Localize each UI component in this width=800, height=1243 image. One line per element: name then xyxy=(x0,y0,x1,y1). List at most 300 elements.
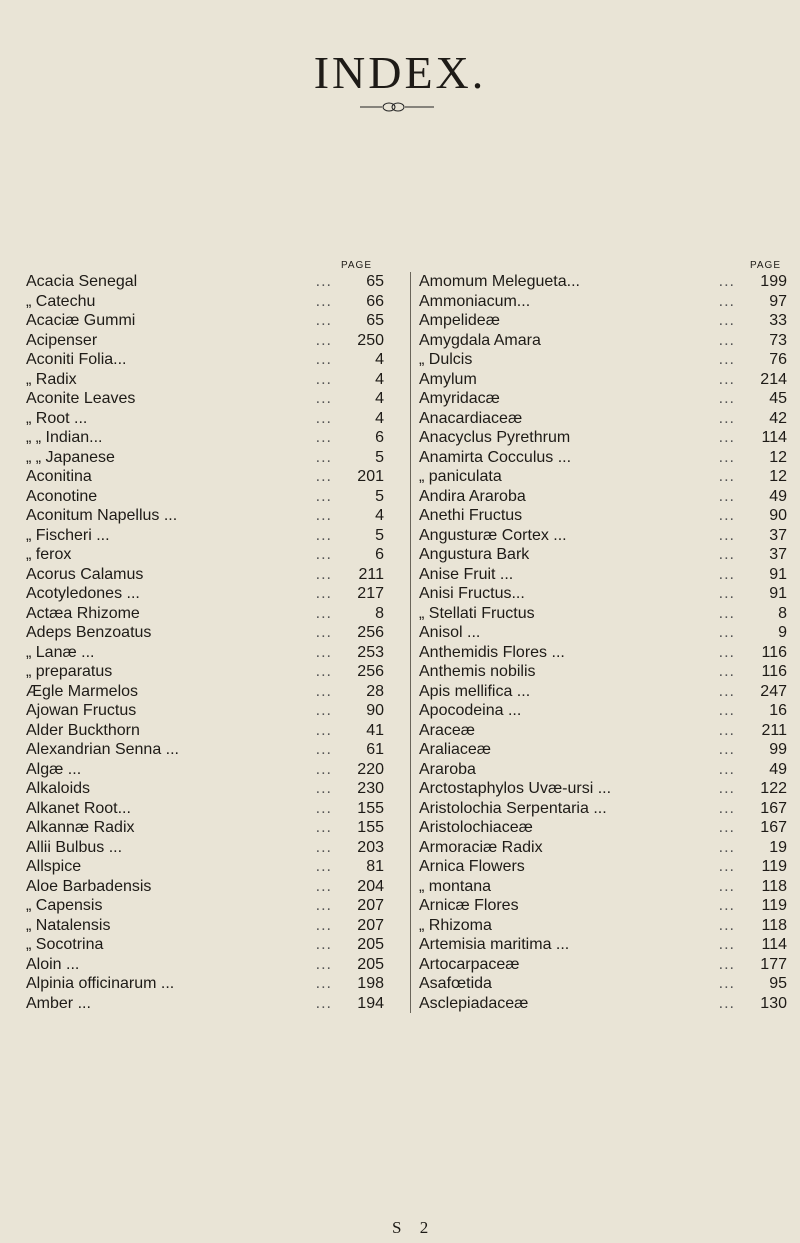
leader-dots: ... xyxy=(718,370,735,388)
index-entry xyxy=(26,370,396,390)
entry-name: „ Dulcis xyxy=(419,351,473,368)
index-entry xyxy=(419,506,799,526)
leader-dots: ... xyxy=(315,331,332,349)
index-entry xyxy=(419,857,799,877)
leader-dots: ... xyxy=(315,994,332,1012)
entry-name: Anacyclus Pyrethrum xyxy=(419,429,571,446)
index-entry xyxy=(26,974,396,994)
entry-page: 65 xyxy=(366,273,384,290)
leader-dots: ... xyxy=(315,721,332,739)
entry-name: Aconite Leaves xyxy=(26,390,136,407)
index-entry xyxy=(419,311,799,331)
entry-page: 28 xyxy=(366,682,384,700)
entry-page: 76 xyxy=(769,351,787,368)
leader-dots: ... xyxy=(718,838,735,856)
leader-dots: ... xyxy=(718,585,735,602)
entry-page: 97 xyxy=(769,292,787,310)
index-entry xyxy=(26,389,396,409)
index-entry xyxy=(26,760,396,780)
entry-page: 204 xyxy=(357,877,384,895)
leader-dots: ... xyxy=(315,799,332,817)
entry-name: „ Stellati Fructus xyxy=(419,604,535,622)
entry-name: Ægle Marmelos xyxy=(26,682,139,700)
entry-name: Artocarpaceæ xyxy=(419,955,520,973)
entry-name: Alkanet Root... xyxy=(26,799,131,817)
leader-dots: ... xyxy=(718,331,735,349)
leader-dots: ... xyxy=(315,741,332,758)
entry-name: Anthemidis Flores ... xyxy=(419,643,565,661)
entry-page: 65 xyxy=(366,312,384,329)
entry-name: Ammoniacum... xyxy=(419,292,531,310)
leader-dots: ... xyxy=(718,507,735,524)
index-entry xyxy=(26,935,396,955)
leader-dots: ... xyxy=(718,936,735,953)
leader-dots: ... xyxy=(315,877,332,895)
leader-dots: ... xyxy=(718,994,735,1012)
entry-page: 155 xyxy=(357,819,384,836)
leader-dots: ... xyxy=(315,565,332,583)
entry-name: Aloe Barbadensis xyxy=(26,877,152,895)
entry-page: 199 xyxy=(760,273,787,290)
entry-name: Allii Bulbus ... xyxy=(26,838,123,856)
entry-name: Alpinia officinarum ... xyxy=(26,975,175,992)
entry-page: 118 xyxy=(761,916,787,934)
leader-dots: ... xyxy=(315,526,332,544)
index-entry xyxy=(26,292,396,312)
index-entry xyxy=(26,994,396,1014)
leader-dots: ... xyxy=(718,897,735,914)
index-entry xyxy=(419,701,799,721)
entry-page: 6 xyxy=(375,429,384,446)
entry-page: 73 xyxy=(769,331,787,349)
entry-page: 119 xyxy=(761,858,787,875)
entry-page: 45 xyxy=(769,390,787,407)
index-entry xyxy=(26,428,396,448)
entry-page: 4 xyxy=(375,351,384,368)
index-entry xyxy=(26,623,396,643)
index-entry xyxy=(26,896,396,916)
entry-name: „ Rhizoma xyxy=(419,916,492,934)
leader-dots: ... xyxy=(315,273,332,290)
index-entry xyxy=(419,370,799,390)
leader-dots: ... xyxy=(718,643,735,661)
right-column xyxy=(410,260,799,1013)
entry-name: Aconitina xyxy=(26,468,92,485)
index-entry xyxy=(419,389,799,409)
leader-dots: ... xyxy=(315,487,332,505)
entry-name: „ Capensis xyxy=(26,897,103,914)
entry-page: 230 xyxy=(357,780,384,797)
entry-name: Anise Fruit ... xyxy=(419,565,514,583)
entry-name: „ „ Indian... xyxy=(26,429,103,446)
index-entry xyxy=(26,311,396,331)
entry-name: Anethi Fructus xyxy=(419,507,523,524)
leader-dots: ... xyxy=(718,312,735,329)
entry-page: 91 xyxy=(769,585,787,602)
index-entry xyxy=(26,779,396,799)
index-entry xyxy=(26,584,396,604)
index-entry xyxy=(419,896,799,916)
entry-page: 217 xyxy=(357,585,384,602)
index-entry xyxy=(26,545,396,565)
entry-page: 91 xyxy=(769,565,787,583)
entry-page: 118 xyxy=(761,877,787,895)
entry-page: 201 xyxy=(357,468,384,485)
entry-page: 33 xyxy=(769,312,787,329)
leader-dots: ... xyxy=(315,546,332,563)
ornament-divider xyxy=(360,101,434,113)
leader-dots: ... xyxy=(315,897,332,914)
entry-name: Aconiti Folia... xyxy=(26,351,127,368)
entry-name: Arnicæ Flores xyxy=(419,897,519,914)
index-entry xyxy=(419,838,799,858)
index-entry xyxy=(26,877,396,897)
leader-dots: ... xyxy=(315,643,332,661)
index-entry xyxy=(419,779,799,799)
entry-name: Arctostaphylos Uvæ-ursi ... xyxy=(419,780,612,797)
entry-name: Artemisia maritima ... xyxy=(419,936,570,953)
leader-dots: ... xyxy=(718,565,735,583)
entry-page: 12 xyxy=(769,468,787,485)
entry-page: 90 xyxy=(769,507,787,524)
entry-name: Amber ... xyxy=(26,994,91,1012)
index-entry xyxy=(419,292,799,312)
entry-name: Angustura Bark xyxy=(419,546,530,563)
index-entry xyxy=(419,428,799,448)
leader-dots: ... xyxy=(718,877,735,895)
entry-name: Aloin ... xyxy=(26,955,80,973)
entry-name: Acaciæ Gummi xyxy=(26,312,136,329)
entry-name: Adeps Benzoatus xyxy=(26,624,152,641)
entry-page: 177 xyxy=(760,955,787,973)
index-entry xyxy=(419,565,799,585)
entry-page: 114 xyxy=(761,429,787,446)
entry-name: Alkaloids xyxy=(26,780,91,797)
index-entry xyxy=(419,760,799,780)
index-entry xyxy=(26,604,396,624)
leader-dots: ... xyxy=(718,429,735,446)
entry-page: 49 xyxy=(769,487,787,505)
index-entry xyxy=(26,506,396,526)
entry-page: 99 xyxy=(769,741,787,758)
index-entry xyxy=(419,799,799,819)
entry-page: 194 xyxy=(357,994,384,1012)
entry-name: Aristolochiaceæ xyxy=(419,819,533,836)
entry-name: „ Natalensis xyxy=(26,916,111,934)
leader-dots: ... xyxy=(315,312,332,329)
entry-name: Araroba xyxy=(419,760,476,778)
leader-dots: ... xyxy=(315,624,332,641)
entry-name: Amyridacæ xyxy=(419,390,500,407)
leader-dots: ... xyxy=(315,292,332,310)
leader-dots: ... xyxy=(718,741,735,758)
index-entry xyxy=(26,526,396,546)
leader-dots: ... xyxy=(315,916,332,934)
left-column xyxy=(26,260,396,1013)
entry-name: „ preparatus xyxy=(26,663,113,680)
entry-name: Alexandrian Senna ... xyxy=(26,741,179,758)
entry-page: 8 xyxy=(375,604,384,622)
entry-page: 61 xyxy=(366,741,384,758)
entry-name: „ „ Japanese xyxy=(26,448,115,466)
entry-page: 256 xyxy=(357,663,384,680)
entry-name: Allspice xyxy=(26,858,82,875)
entry-page: 12 xyxy=(769,448,787,466)
index-entry xyxy=(26,643,396,663)
entry-page: 130 xyxy=(760,994,787,1012)
index-entry xyxy=(26,955,396,975)
leader-dots: ... xyxy=(315,507,332,524)
leader-dots: ... xyxy=(718,858,735,875)
entry-name: Ajowan Fructus xyxy=(26,702,137,719)
leader-dots: ... xyxy=(718,799,735,817)
entry-page: 207 xyxy=(357,897,384,914)
leader-dots: ... xyxy=(315,955,332,973)
entry-page: 6 xyxy=(375,546,384,563)
index-entry xyxy=(26,857,396,877)
leader-dots: ... xyxy=(315,429,332,446)
entry-page: 198 xyxy=(357,975,384,992)
index-entry xyxy=(419,994,799,1014)
index-entry xyxy=(419,955,799,975)
entry-page: 256 xyxy=(357,624,384,641)
entry-name: Amylum xyxy=(419,370,477,388)
entry-name: Armoraciæ Radix xyxy=(419,838,543,856)
entry-name: „ Lanæ ... xyxy=(26,643,95,661)
leader-dots: ... xyxy=(315,351,332,368)
leader-dots: ... xyxy=(718,468,735,485)
index-entry xyxy=(26,740,396,760)
entry-name: Arnica Flowers xyxy=(419,858,525,875)
entry-name: Aristolochia Serpentaria ... xyxy=(419,799,607,817)
index-entry xyxy=(419,272,799,292)
index-entry xyxy=(419,662,799,682)
index-entry xyxy=(26,487,396,507)
entry-name: Apis mellifica ... xyxy=(419,682,531,700)
entry-page: 214 xyxy=(760,370,787,388)
entry-page: 19 xyxy=(769,838,787,856)
index-entry xyxy=(26,272,396,292)
leader-dots: ... xyxy=(718,604,735,622)
leader-dots: ... xyxy=(315,975,332,992)
entry-page: 167 xyxy=(760,819,787,836)
leader-dots: ... xyxy=(718,448,735,466)
entry-name: „ Fischeri ... xyxy=(26,526,110,544)
index-entry xyxy=(419,604,799,624)
entry-name: Acorus Calamus xyxy=(26,565,144,583)
leader-dots: ... xyxy=(315,936,332,953)
leader-dots: ... xyxy=(718,780,735,797)
index-entry xyxy=(26,721,396,741)
entry-name: Angusturæ Cortex ... xyxy=(419,526,567,544)
index-entry xyxy=(419,467,799,487)
entry-page: 81 xyxy=(366,858,384,875)
entry-name: Alder Buckthorn xyxy=(26,721,140,739)
entry-page: 119 xyxy=(761,897,787,914)
index-entry xyxy=(419,643,799,663)
entry-name: „ Radix xyxy=(26,370,77,388)
leader-dots: ... xyxy=(315,760,332,778)
entry-name: Ampelideæ xyxy=(419,312,500,329)
entry-name: Acacia Senegal xyxy=(26,273,138,290)
signature-mark: S 2 xyxy=(392,1218,429,1237)
leader-dots: ... xyxy=(315,468,332,485)
entry-page: 250 xyxy=(357,331,384,349)
index-entry xyxy=(419,526,799,546)
entry-page: 41 xyxy=(366,721,384,739)
leader-dots: ... xyxy=(315,858,332,875)
leader-dots: ... xyxy=(315,448,332,466)
index-entry xyxy=(419,721,799,741)
index-entry xyxy=(419,916,799,936)
entry-page: 207 xyxy=(357,916,384,934)
entry-page: 37 xyxy=(769,546,787,563)
entry-name: Asafœtida xyxy=(419,975,492,992)
entry-page: 205 xyxy=(357,936,384,953)
entry-page: 5 xyxy=(375,487,384,505)
leader-dots: ... xyxy=(315,780,332,797)
entry-page: 8 xyxy=(778,604,787,622)
index-entry xyxy=(26,565,396,585)
index-entry xyxy=(419,974,799,994)
index-entry xyxy=(26,818,396,838)
index-entry xyxy=(26,916,396,936)
entry-page: 155 xyxy=(357,799,384,817)
index-entry xyxy=(419,545,799,565)
entry-name: Anisi Fructus... xyxy=(419,585,525,602)
entry-name: Algæ ... xyxy=(26,760,82,778)
index-entry xyxy=(419,740,799,760)
index-entry xyxy=(26,409,396,429)
index-entry xyxy=(26,799,396,819)
leader-dots: ... xyxy=(718,760,735,778)
entry-name: Amygdala Amara xyxy=(419,331,541,349)
entry-page: 42 xyxy=(769,409,787,427)
leader-dots: ... xyxy=(315,390,332,407)
leader-dots: ... xyxy=(718,819,735,836)
index-entry xyxy=(419,584,799,604)
leader-dots: ... xyxy=(718,916,735,934)
leader-dots: ... xyxy=(315,409,332,427)
leader-dots: ... xyxy=(718,721,735,739)
leader-dots: ... xyxy=(718,546,735,563)
index-entry xyxy=(419,331,799,351)
index-entry xyxy=(419,682,799,702)
entry-name: Anisol ... xyxy=(419,624,481,641)
index-entry xyxy=(419,487,799,507)
index-entry xyxy=(26,350,396,370)
entry-page: 211 xyxy=(761,721,787,739)
entry-name: Amomum Melegueta... xyxy=(419,273,580,290)
entry-name: Apocodeina ... xyxy=(419,702,522,719)
leader-dots: ... xyxy=(718,975,735,992)
leader-dots: ... xyxy=(315,838,332,856)
leader-dots: ... xyxy=(718,663,735,680)
entry-name: „ Catechu xyxy=(26,292,96,310)
entry-name: „ paniculata xyxy=(419,468,502,485)
index-entry xyxy=(419,935,799,955)
entry-page: 9 xyxy=(778,624,787,641)
leader-dots: ... xyxy=(315,663,332,680)
entry-name: Andira Araroba xyxy=(419,487,526,505)
entry-page: 4 xyxy=(375,370,384,388)
entry-page: 66 xyxy=(366,292,384,310)
index-entry xyxy=(26,701,396,721)
entry-page: 4 xyxy=(375,507,384,524)
entry-page: 205 xyxy=(357,955,384,973)
entry-page: 116 xyxy=(761,663,787,680)
entry-name: Aconitum Napellus ... xyxy=(26,507,178,524)
entry-name: „ ferox xyxy=(26,546,72,563)
entry-name: Aconotine xyxy=(26,487,98,505)
leader-dots: ... xyxy=(718,292,735,310)
leader-dots: ... xyxy=(718,624,735,641)
page-column-header: PAGE xyxy=(340,260,372,271)
index-entry xyxy=(419,350,799,370)
entry-name: „ Socotrina xyxy=(26,936,104,953)
entry-page: 16 xyxy=(769,702,787,719)
index-entry xyxy=(26,448,396,468)
page-column-header: PAGE xyxy=(749,260,781,271)
leader-dots: ... xyxy=(718,390,735,407)
entry-page: 122 xyxy=(760,780,787,797)
leader-dots: ... xyxy=(718,409,735,427)
leader-dots: ... xyxy=(315,819,332,836)
leader-dots: ... xyxy=(718,955,735,973)
entry-page: 247 xyxy=(760,682,787,700)
entry-name: Acotyledones ... xyxy=(26,585,140,602)
entry-page: 5 xyxy=(375,448,384,466)
entry-page: 220 xyxy=(357,760,384,778)
index-entry xyxy=(419,877,799,897)
entry-page: 203 xyxy=(357,838,384,856)
entry-name: Araliaceæ xyxy=(419,741,492,758)
leader-dots: ... xyxy=(315,585,332,602)
entry-name: Araceæ xyxy=(419,721,476,739)
entry-page: 49 xyxy=(769,760,787,778)
entry-name: Asclepiadaceæ xyxy=(419,994,529,1012)
entry-page: 167 xyxy=(760,799,787,817)
leader-dots: ... xyxy=(315,604,332,622)
entry-name: Anacardiaceæ xyxy=(419,409,523,427)
index-entry xyxy=(419,409,799,429)
entry-page: 95 xyxy=(769,975,787,992)
entry-page: 211 xyxy=(358,565,384,583)
index-entry xyxy=(26,467,396,487)
index-entry xyxy=(419,818,799,838)
entry-page: 253 xyxy=(357,643,384,661)
entry-name: Anthemis nobilis xyxy=(419,663,536,680)
leader-dots: ... xyxy=(718,273,735,290)
index-entry xyxy=(26,838,396,858)
leader-dots: ... xyxy=(315,370,332,388)
entry-name: Alkannæ Radix xyxy=(26,819,135,836)
entry-name: Acipenser xyxy=(26,331,98,349)
entry-name: „ montana xyxy=(419,877,492,895)
entry-name: Actæa Rhizome xyxy=(26,604,140,622)
entry-page: 5 xyxy=(375,526,384,544)
index-entry xyxy=(419,448,799,468)
leader-dots: ... xyxy=(315,682,332,700)
entry-page: 116 xyxy=(761,643,787,661)
entry-page: 90 xyxy=(366,702,384,719)
leader-dots: ... xyxy=(718,351,735,368)
entry-page: 4 xyxy=(375,390,384,407)
leader-dots: ... xyxy=(718,487,735,505)
index-entry xyxy=(419,623,799,643)
entry-name: Anamirta Cocculus ... xyxy=(419,448,572,466)
leader-dots: ... xyxy=(718,702,735,719)
